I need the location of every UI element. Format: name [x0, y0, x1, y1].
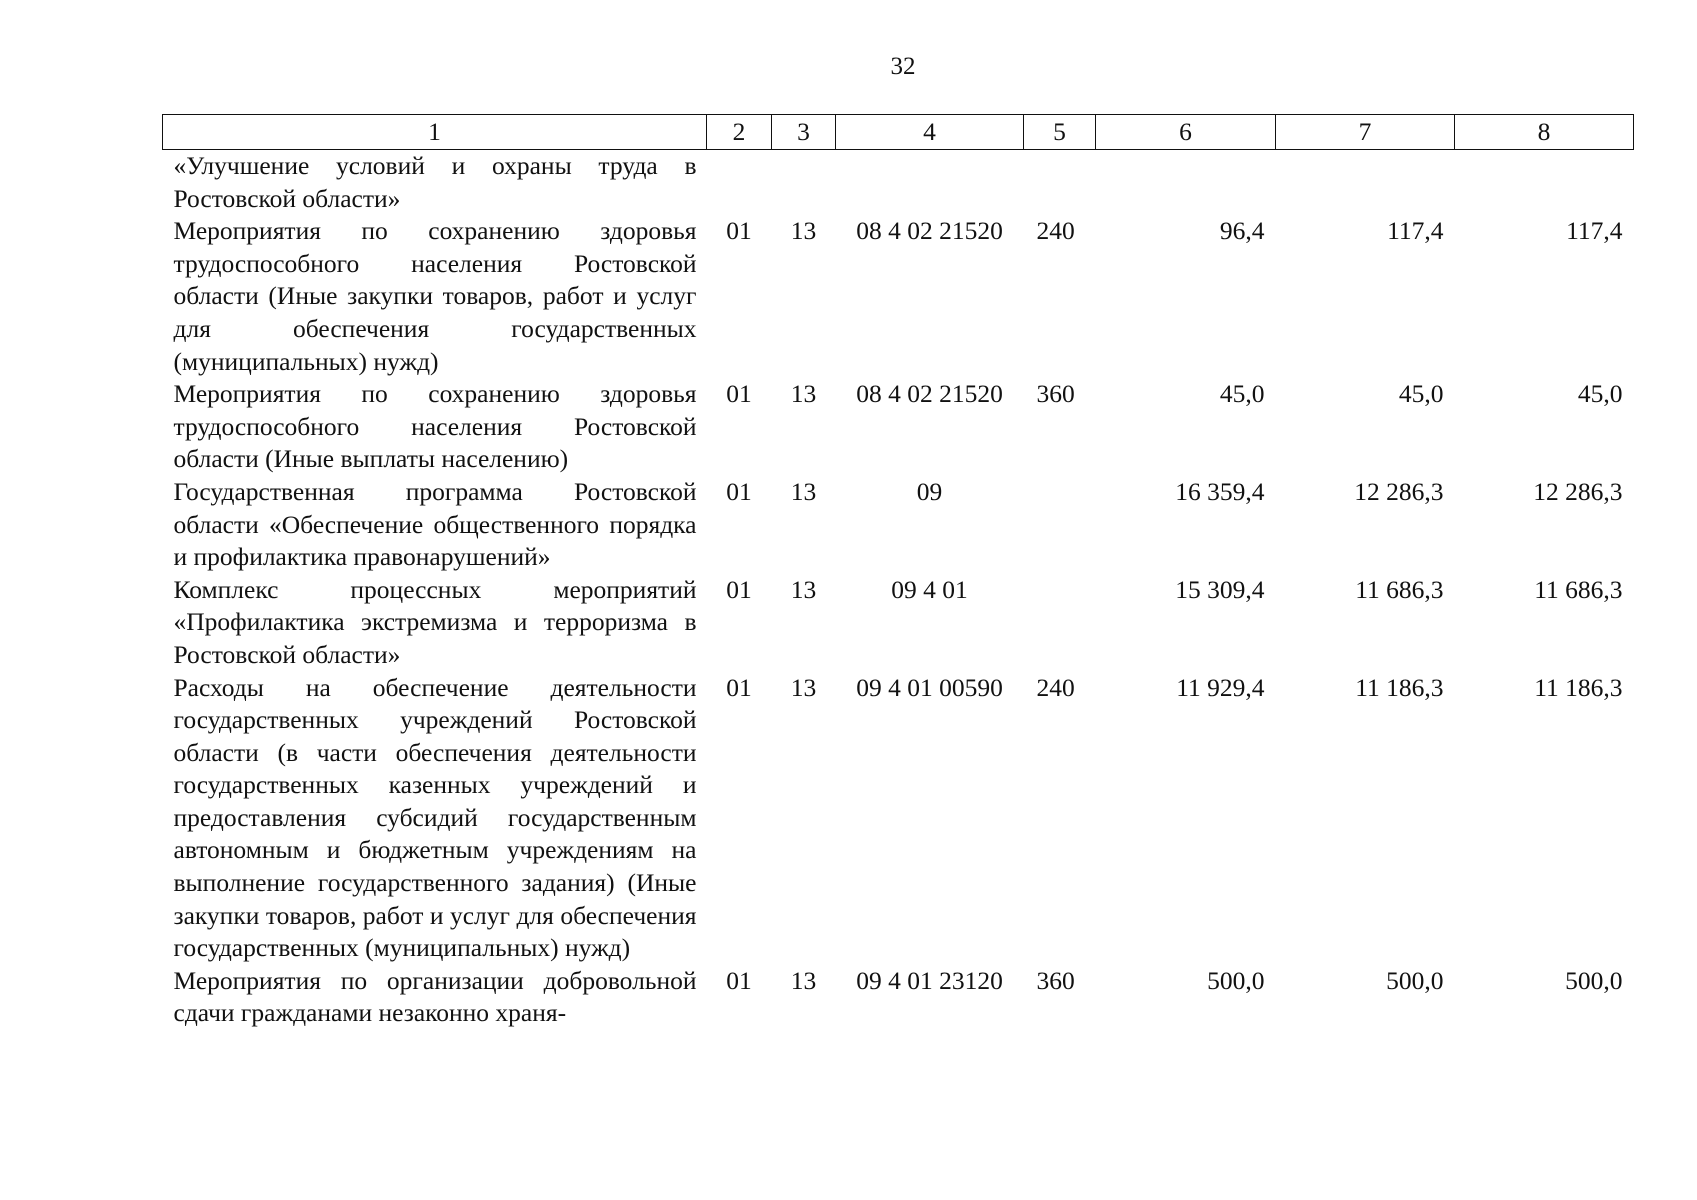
section-code — [707, 150, 772, 216]
expense-type-code — [1024, 150, 1096, 216]
target-article-code: 09 4 01 — [891, 574, 968, 604]
amount-col-8: 45,0 — [1577, 379, 1623, 409]
amount-col-7: 500,0 — [1386, 965, 1444, 995]
amount-col-7: 117,4 — [1387, 216, 1444, 246]
expense-type-code — [1024, 574, 1096, 672]
subsection-code — [772, 150, 836, 216]
item-name: Комплекс процессных мероприятий «Профилактика экстремизма и терроризма в Ростовской области» — [173, 574, 697, 669]
column-number-header: 5 — [1024, 115, 1096, 150]
section-code: 01 — [726, 672, 752, 702]
amount-col-7: 11 186,3 — [1355, 672, 1444, 702]
expense-type-code: 360 — [1036, 965, 1075, 995]
column-number-header: 3 — [772, 115, 836, 150]
subsection-code: 13 — [790, 379, 817, 409]
subsection-code: 13 — [790, 672, 817, 702]
table-row — [163, 574, 1634, 672]
target-article-code: 09 4 01 00590 — [856, 672, 1003, 702]
item-name: Расходы на обеспечение деятельности государственных учреждений Ростовской области (в части обеспечения деятельности государственных казенных учреждений и предоставления субсидий государственным автономным и бюджетным учреждениям на выполнение государственного задания) (Иные закупки товаров, работ и услуг для обеспечения государственных (муниципальных) нужд) — [173, 672, 697, 963]
amount-col-6 — [1096, 150, 1276, 216]
section-code: 01 — [726, 216, 752, 246]
expense-type-code: 360 — [1036, 379, 1075, 409]
amount-col-6: 96,4 — [1219, 216, 1265, 246]
subsection-code: 13 — [790, 216, 817, 246]
section-code: 01 — [726, 476, 752, 506]
item-name: Мероприятия по сохранению здоровья трудоспособного населения Ростовской области (Иные закупки товаров, работ и услуг для обеспечения государственных (муниципальных) нужд) — [173, 216, 697, 376]
target-article-code: 08 4 02 21520 — [856, 216, 1003, 246]
amount-col-8: 500,0 — [1565, 965, 1623, 995]
amount-col-7: 45,0 — [1398, 379, 1444, 409]
amount-col-7: 11 686,3 — [1355, 574, 1444, 604]
amount-col-6: 45,0 — [1219, 379, 1265, 409]
item-name: Мероприятия по организации добровольной сдачи гражданами незаконно храня- — [173, 965, 697, 1028]
target-article-code — [836, 150, 1024, 216]
table-row — [163, 150, 1634, 216]
amount-col-8: 11 186,3 — [1534, 672, 1623, 702]
table-row — [163, 378, 1634, 476]
page-number: 32 — [890, 53, 916, 80]
subsection-code: 13 — [790, 965, 817, 995]
table-row — [163, 215, 1634, 378]
amount-col-8 — [1455, 150, 1634, 216]
section-code: 01 — [726, 965, 752, 995]
column-number-header: 4 — [836, 115, 1024, 150]
expense-type-code: 240 — [1036, 216, 1075, 246]
expense-type-code — [1024, 476, 1096, 574]
target-article-code: 09 4 01 23120 — [856, 965, 1003, 995]
amount-col-6: 16 359,4 — [1175, 476, 1265, 506]
section-code: 01 — [726, 379, 752, 409]
amount-col-7 — [1276, 150, 1455, 216]
column-number-header: 1 — [163, 115, 707, 150]
amount-col-8: 11 686,3 — [1534, 574, 1623, 604]
amount-col-6: 15 309,4 — [1175, 574, 1265, 604]
subsection-code: 13 — [790, 476, 817, 506]
item-name: Государственная программа Ростовской области «Обеспечение общественного порядка и профилактика правонарушений» — [173, 476, 697, 572]
table-row — [163, 965, 1634, 1030]
subsection-code: 13 — [790, 574, 817, 604]
amount-col-8: 117,4 — [1566, 216, 1623, 246]
target-article-code: 09 — [916, 476, 943, 506]
item-name: Мероприятия по сохранению здоровья трудоспособного населения Ростовской области (Иные выплаты населению) — [173, 379, 697, 474]
table-row — [163, 672, 1634, 965]
table-row — [163, 476, 1634, 574]
column-number-header: 8 — [1455, 115, 1634, 150]
amount-col-6: 500,0 — [1207, 965, 1265, 995]
budget-table — [162, 114, 1634, 1030]
amount-col-8: 12 286,3 — [1533, 476, 1623, 506]
column-number-row — [163, 115, 1634, 150]
target-article-code: 08 4 02 21520 — [856, 379, 1003, 409]
amount-col-7: 12 286,3 — [1354, 476, 1444, 506]
section-code: 01 — [726, 574, 752, 604]
item-name: «Улучшение условий и охраны труда в Ростовской области» — [173, 151, 697, 213]
amount-col-6: 11 929,4 — [1176, 672, 1265, 702]
column-number-header: 6 — [1096, 115, 1276, 150]
column-number-header: 7 — [1276, 115, 1455, 150]
expense-type-code: 240 — [1036, 672, 1075, 702]
column-number-header: 2 — [707, 115, 772, 150]
